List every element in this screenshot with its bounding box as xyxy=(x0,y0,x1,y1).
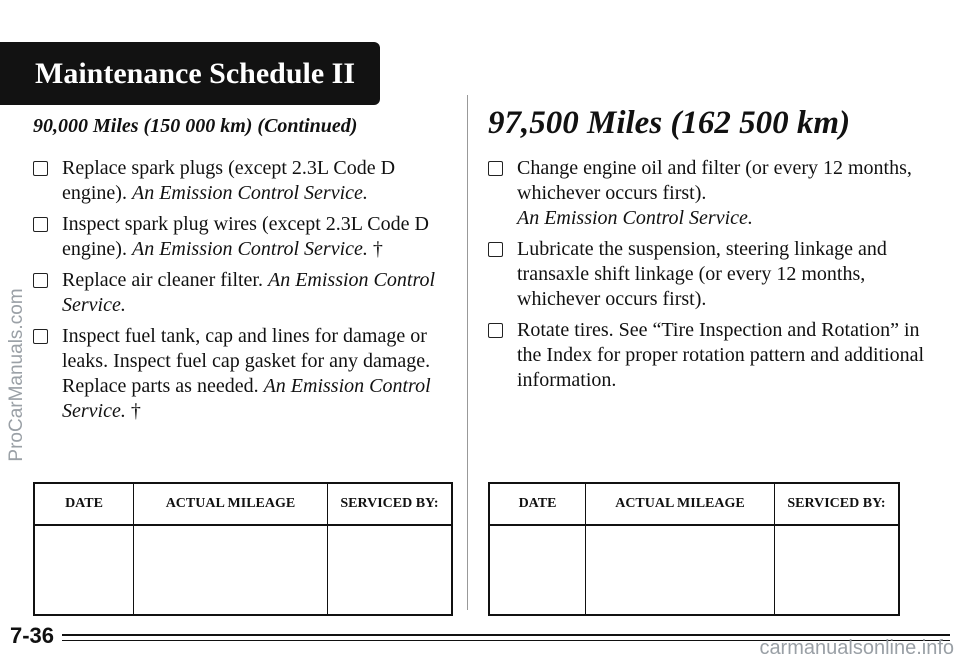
checkbox[interactable] xyxy=(33,329,48,344)
checkbox[interactable] xyxy=(33,273,48,288)
right-service-log-table xyxy=(488,482,900,616)
left-checklist xyxy=(33,156,453,424)
checkbox[interactable] xyxy=(488,161,503,176)
checklist-item: Replace air cleaner filter. An Emission Control Service. xyxy=(33,268,453,318)
checkbox[interactable] xyxy=(488,242,503,257)
checklist-item: Inspect spark plug wires (except 2.3L Code D engine). An Emission Control Service. † xyxy=(33,212,453,262)
date-cell[interactable] xyxy=(489,525,586,615)
section-header xyxy=(0,42,380,105)
dagger-mark: † xyxy=(372,238,383,260)
side-watermark xyxy=(4,160,30,590)
checkbox[interactable] xyxy=(488,323,503,338)
right-section-title: 97,500 Miles (162 500 km) xyxy=(488,105,851,141)
mileage-cell[interactable] xyxy=(133,525,327,615)
serviced-by-cell[interactable] xyxy=(774,525,899,615)
header-date: DATE xyxy=(489,483,586,525)
header-serviced-by: SERVICED BY: xyxy=(327,483,452,525)
checklist-item: Lubricate the suspension, steering linkage and transaxle shift linkage (or every 12 months, whichever occurs first). xyxy=(488,237,928,312)
watermark-text: ProCarManuals.com xyxy=(6,288,27,462)
checklist-item: Inspect fuel tank, cap and lines for damage or leaks. Inspect fuel cap gasket for any damage. Replace parts as needed. An Emission Control Service. † xyxy=(33,324,453,424)
serviced-by-cell[interactable] xyxy=(327,525,452,615)
site-watermark: carmanualsonline.info xyxy=(759,637,954,659)
header-serviced-by: SERVICED BY: xyxy=(774,483,899,525)
mileage-cell[interactable] xyxy=(586,525,775,615)
checkbox[interactable] xyxy=(33,217,48,232)
column-divider xyxy=(467,95,468,610)
left-service-log-table xyxy=(33,482,453,616)
header-date: DATE xyxy=(34,483,133,525)
checklist-item: Rotate tires. See “Tire Inspection and Rotation” in the Index for proper rotation pattern and additional information. xyxy=(488,318,928,393)
checklist-item: Change engine oil and filter (or every 12 months, whichever occurs first). An Emission Control Service. xyxy=(488,156,928,231)
left-section-title: 90,000 Miles (150 000 km) (Continued) xyxy=(33,115,358,137)
dagger-mark: † xyxy=(130,400,141,422)
header-actual-mileage: ACTUAL MILEAGE xyxy=(586,483,775,525)
checkbox[interactable] xyxy=(33,161,48,176)
date-cell[interactable] xyxy=(34,525,133,615)
header-actual-mileage: ACTUAL MILEAGE xyxy=(133,483,327,525)
right-column xyxy=(488,105,928,399)
page-number: 7-36 xyxy=(10,623,55,648)
left-column xyxy=(33,115,453,430)
right-checklist xyxy=(488,156,928,393)
section-header-title: Maintenance Schedule II xyxy=(35,57,356,90)
checklist-item: Replace spark plugs (except 2.3L Code D engine). An Emission Control Service. xyxy=(33,156,453,206)
